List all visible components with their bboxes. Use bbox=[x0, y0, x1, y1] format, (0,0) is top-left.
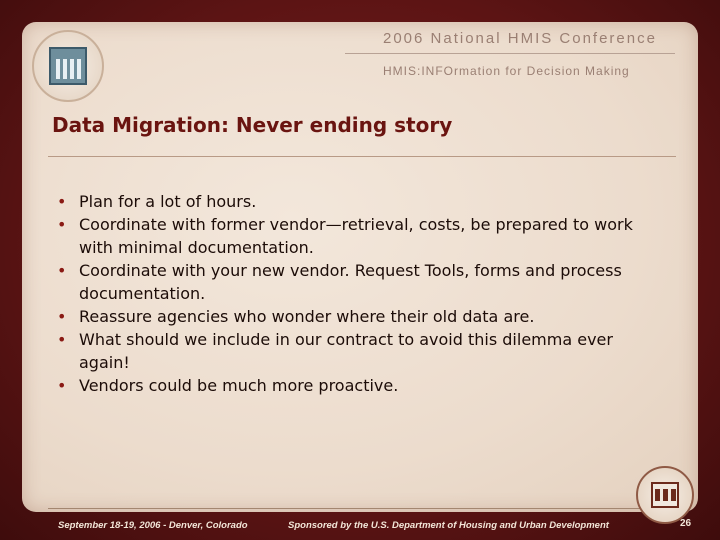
hud-seal-icon bbox=[32, 30, 104, 102]
conference-subtitle: HMIS:INFOrmation for Decision Making bbox=[383, 64, 630, 78]
footer-sponsor: Sponsored by the U.S. Department of Housing and Urban Development bbox=[288, 520, 609, 531]
hud-seal-icon bbox=[636, 466, 694, 524]
bullet-item: • What should we include in our contract to avoid this dilemma ever again! bbox=[55, 328, 665, 374]
page-number: 26 bbox=[680, 518, 692, 529]
bullet-item: • Coordinate with your new vendor. Request Tools, forms and process documentation. bbox=[55, 259, 665, 305]
conference-title: 2006 National HMIS Conference bbox=[383, 30, 657, 47]
slide-title: Data Migration: Never ending story bbox=[52, 113, 453, 137]
bullet-item: • Vendors could be much more proactive. bbox=[55, 374, 665, 397]
title-divider bbox=[48, 156, 676, 157]
bullet-item: • Plan for a lot of hours. bbox=[55, 190, 665, 213]
footer-date-location: September 18-19, 2006 - Denver, Colorado bbox=[58, 520, 248, 531]
bullet-list bbox=[55, 190, 665, 397]
building-icon bbox=[49, 47, 87, 85]
bullet-item: • Reassure agencies who wonder where their old data are. bbox=[55, 305, 665, 328]
footer-divider bbox=[48, 508, 658, 509]
bullet-item: • Coordinate with former vendor—retrieval, costs, be prepared to work with minimal documentation. bbox=[55, 213, 665, 259]
building-icon bbox=[651, 482, 679, 508]
header-divider bbox=[345, 53, 675, 54]
